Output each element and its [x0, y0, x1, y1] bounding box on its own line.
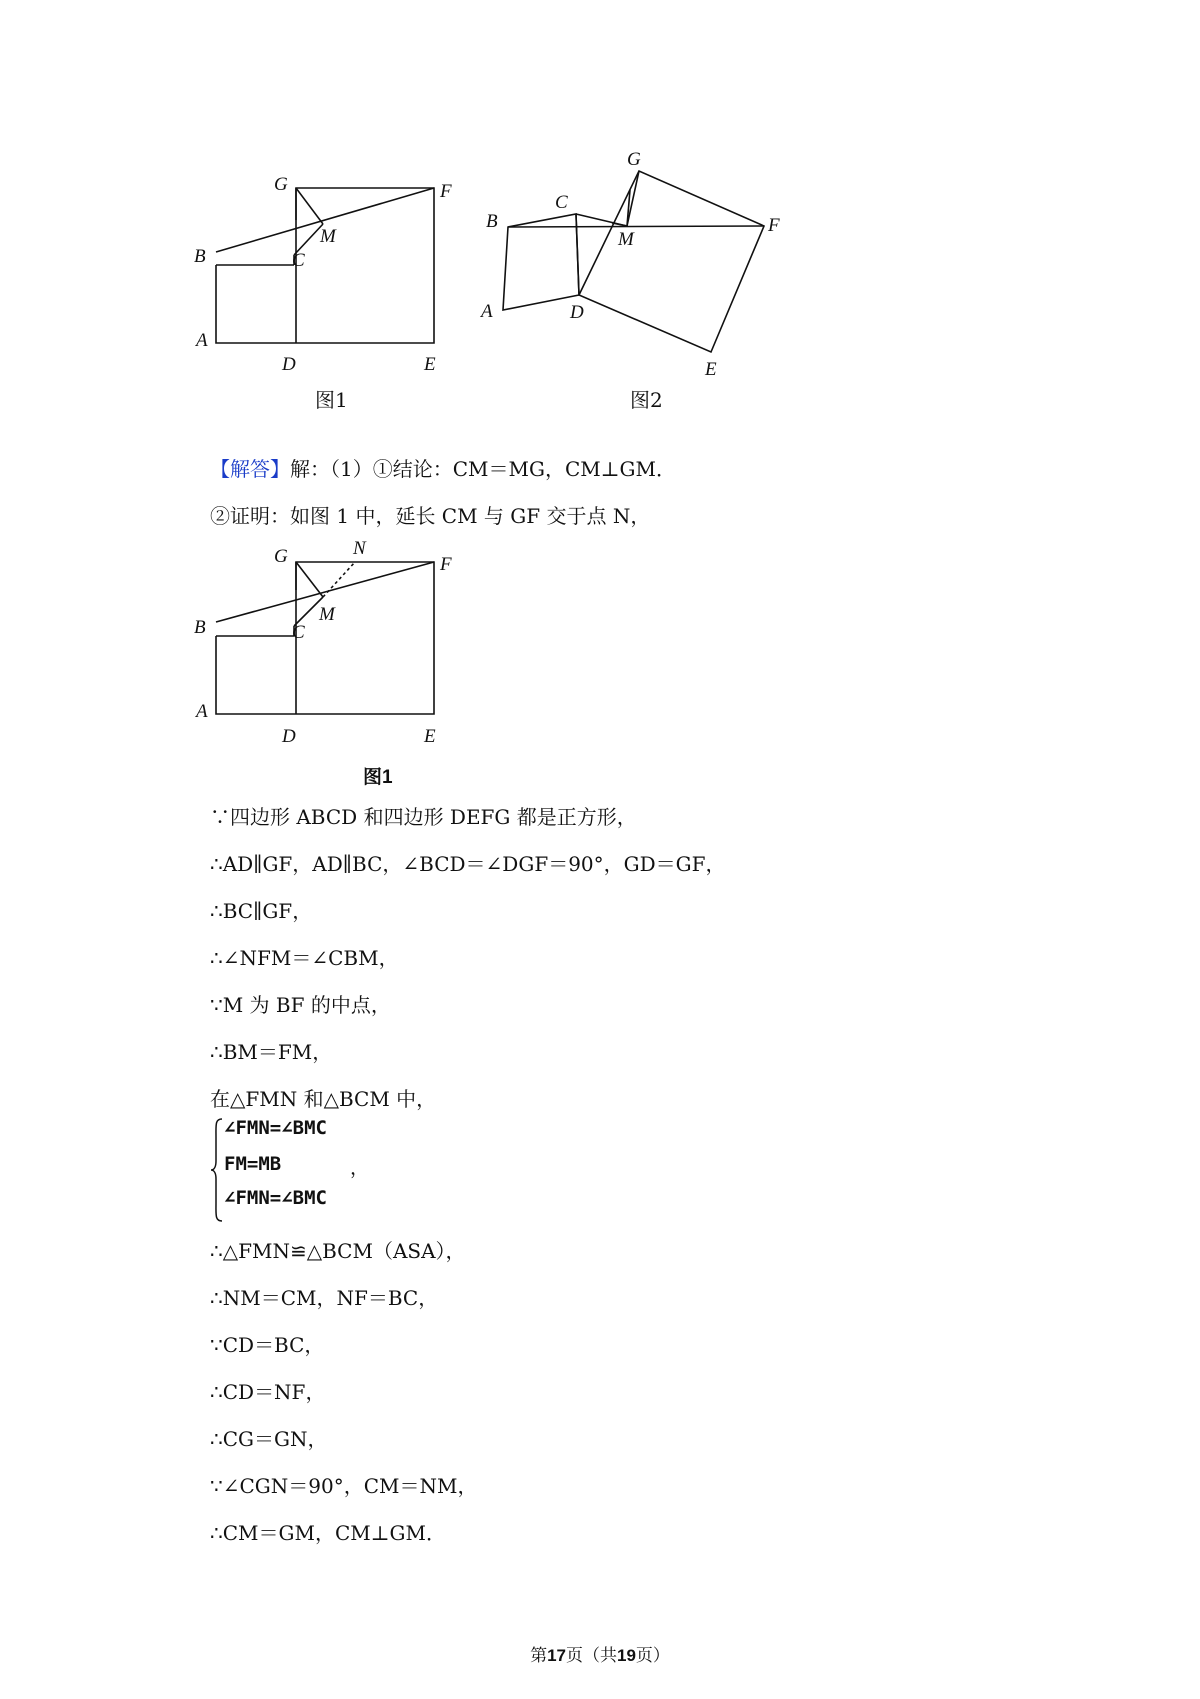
fig1s-label-B: B [194, 617, 206, 638]
proof2-line-7: ∴CM＝GM，CM⊥GM． [210, 1521, 447, 1545]
fig1-label-D: D [282, 354, 296, 375]
answer-line-2: ②证明：如图 1 中，延长 CM 与 GF 交于点 N， [210, 504, 651, 528]
proof2-line-3: ∵CD＝BC， [210, 1333, 325, 1357]
figure-2-top [481, 149, 860, 410]
proof2-line-2: ∴NM＝CM，NF＝BC， [210, 1286, 439, 1310]
footer-prefix: 第 [530, 1646, 548, 1666]
fig1-label-F: F [440, 181, 452, 202]
fig1s-label-C: C [292, 622, 305, 643]
proof-line-5: ∵M 为 BF 的中点， [210, 993, 391, 1017]
proof2-line-1: ∴△FMN≌△BCM（ASA）， [210, 1239, 466, 1263]
fig2-label-F: F [768, 215, 780, 236]
system-row-1: ∠FMN=∠BMC [224, 1117, 327, 1139]
fig1s-label-E: E [424, 726, 436, 747]
system-comma: ， [350, 1157, 370, 1179]
figure-1-top [190, 174, 480, 380]
fig2-label-G: G [627, 149, 641, 170]
fig1s-label-A: A [196, 701, 208, 722]
figure-1-solution-svg [190, 540, 480, 750]
footer-total-pages: 19 [617, 1646, 636, 1665]
fig1-label-A: A [196, 330, 208, 351]
proof2-line-4: ∴CD＝NF， [210, 1380, 326, 1404]
page-footer [0, 1641, 1200, 1666]
fig1s-label-M: M [319, 604, 335, 625]
proof2-line-6: ∵∠CGN＝90°，CM＝NM， [210, 1474, 478, 1498]
proof-line-4: ∴∠NFM＝∠CBM， [210, 946, 399, 970]
system-row-3: ∠FMN=∠BMC [224, 1187, 327, 1209]
fig2-label-B: B [486, 211, 498, 232]
left-brace [210, 1117, 224, 1223]
system-row-2: FM=MB [224, 1153, 282, 1175]
proof-line-3: ∴BC∥GF， [210, 899, 313, 923]
proof-line-2: ∴AD∥GF，AD∥BC，∠BCD＝∠DGF＝90°，GD＝GF， [210, 852, 726, 876]
proof-line-7: 在△FMN 和△BCM 中， [210, 1087, 437, 1111]
fig1-label-B: B [194, 246, 206, 267]
fig1-label-C: C [292, 250, 305, 271]
figure-2-caption: 图2 [630, 388, 663, 412]
fig2-label-E: E [705, 359, 717, 380]
proof-line-6: ∴BM＝FM， [210, 1040, 333, 1064]
footer-page-number: 17 [547, 1646, 566, 1665]
fig1-label-G: G [274, 174, 288, 195]
fig2-label-C: C [555, 192, 568, 213]
fig1s-label-N: N [353, 538, 366, 559]
figure-2-top-svg [481, 149, 860, 410]
figure-1-top-svg [190, 174, 480, 380]
fig1-label-M: M [320, 226, 336, 247]
fig1s-label-D: D [282, 726, 296, 747]
figure-1-solution [190, 540, 480, 750]
answer-conclusion: 解：（1）①结论：CM＝MG，CM⊥GM． [290, 457, 677, 481]
footer-suffix: 页） [635, 1646, 670, 1666]
figure-1-solution-caption: 图1 [363, 767, 393, 788]
answer-line-1 [210, 455, 676, 483]
answer-tag: 【解答】 [210, 457, 290, 481]
footer-middle: 页（共 [566, 1646, 617, 1666]
proof-line-1: ∵四边形 ABCD 和四边形 DEFG 都是正方形， [210, 805, 637, 829]
fig2-label-M: M [618, 229, 634, 250]
fig1s-label-F: F [440, 554, 452, 575]
fig2-label-A: A [481, 301, 493, 322]
fig1s-label-G: G [274, 546, 288, 567]
fig2-label-D: D [570, 302, 584, 323]
figure-1-caption: 图1 [315, 388, 348, 412]
equation-system [210, 1117, 410, 1223]
proof2-line-5: ∴CG＝GN， [210, 1427, 328, 1451]
fig1-label-E: E [424, 354, 436, 375]
